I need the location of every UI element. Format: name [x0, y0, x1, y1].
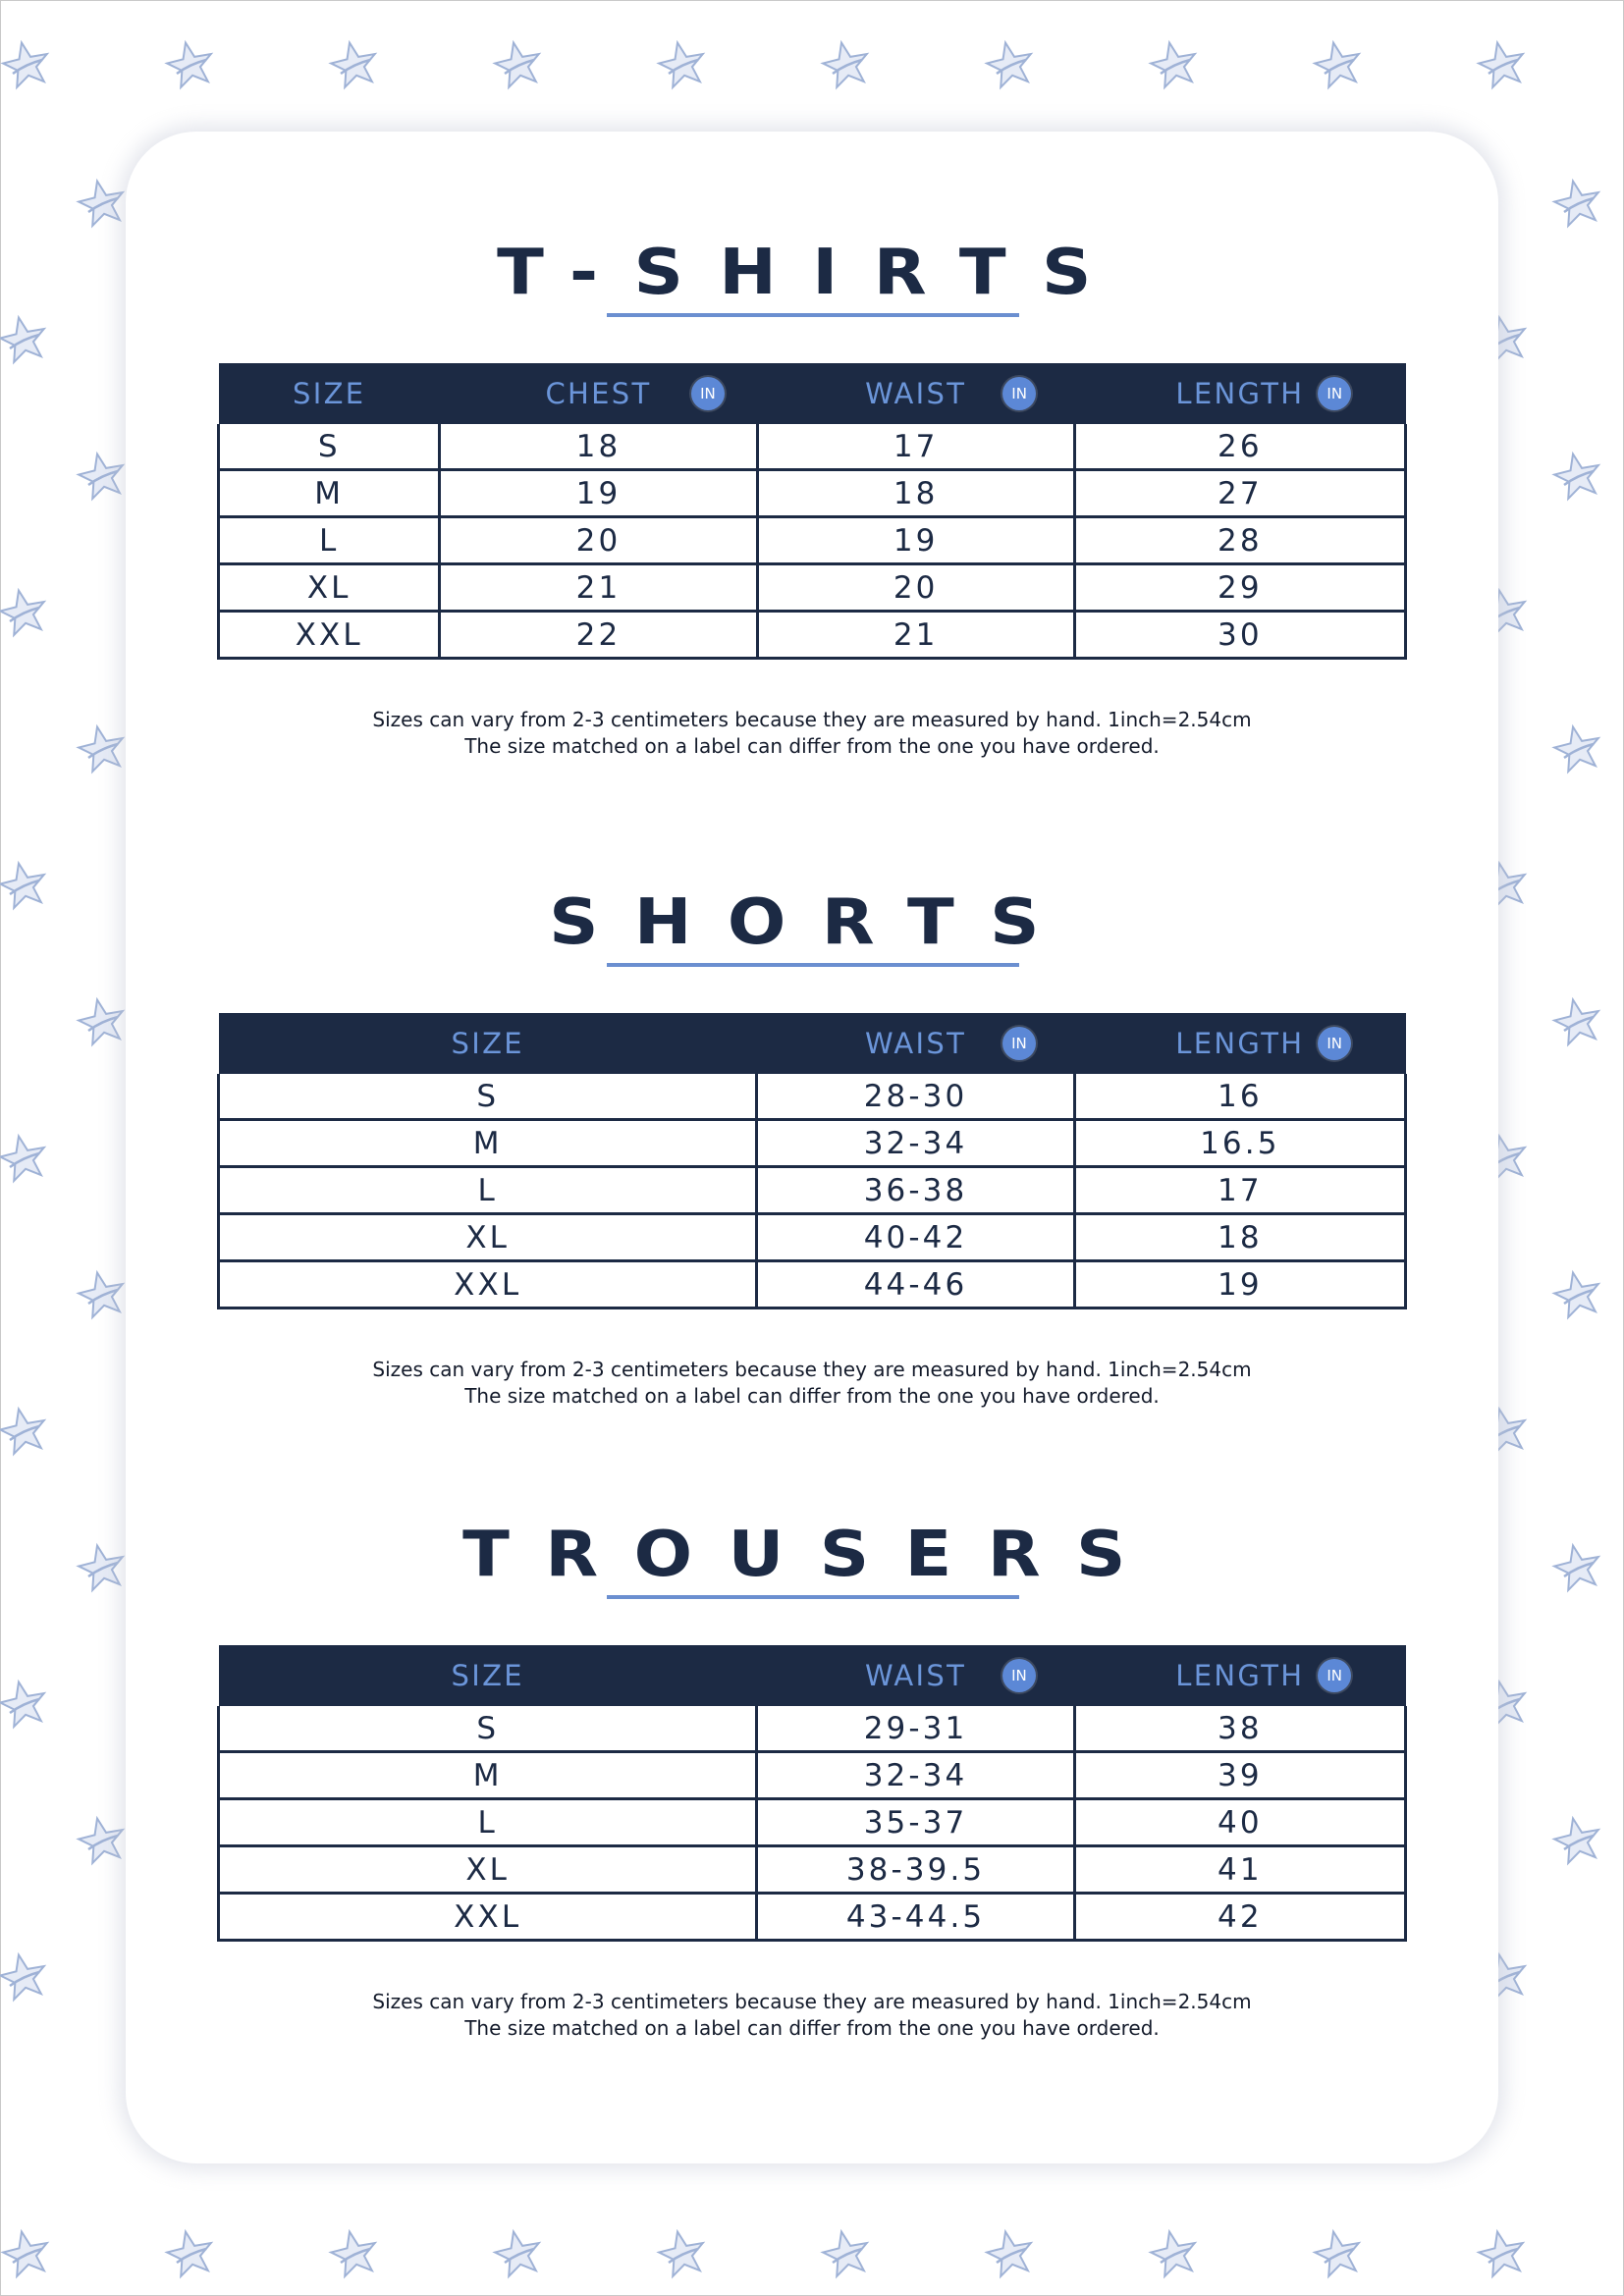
size-header: SIZE [219, 1013, 757, 1074]
star-icon [0, 859, 51, 914]
star-icon [491, 2227, 546, 2282]
size-cell: S [219, 424, 440, 470]
length-cell: 29 [1074, 564, 1405, 612]
length-header: LENGTH IN [1074, 1645, 1405, 1706]
waist-cell: 43-44.5 [757, 1894, 1074, 1941]
length-cell: 16 [1074, 1074, 1405, 1120]
length-header: LENGTH IN [1074, 363, 1405, 424]
table-row [219, 564, 1406, 612]
star-icon [0, 38, 54, 93]
star-icon [1147, 38, 1202, 93]
chest-cell: 21 [440, 564, 757, 612]
star-icon [163, 38, 218, 93]
waist-cell: 17 [757, 424, 1074, 470]
table-row [219, 424, 1406, 470]
star-icon [655, 38, 710, 93]
waist-cell: 32-34 [757, 1752, 1074, 1799]
length-cell: 41 [1074, 1846, 1405, 1894]
label-note: The size matched on a label can differ from the one you have ordered. [464, 2016, 1160, 2040]
size-cell: M [219, 470, 440, 517]
length-cell: 16.5 [1074, 1120, 1405, 1167]
size-cell: M [219, 1752, 757, 1799]
inch-badge-icon: IN [1318, 377, 1351, 410]
trousers-title-underline [607, 1595, 1019, 1599]
chest-cell: 18 [440, 424, 757, 470]
length-cell: 28 [1074, 517, 1405, 564]
star-icon [163, 2227, 218, 2282]
waist-cell: 44-46 [757, 1261, 1074, 1308]
size-cell: M [219, 1120, 757, 1167]
size-cell: S [219, 1074, 757, 1120]
star-icon [1475, 2227, 1530, 2282]
chest-cell: 20 [440, 517, 757, 564]
label-note: The size matched on a label can differ from the one you have ordered. [464, 1384, 1160, 1408]
star-icon [1147, 2227, 1202, 2282]
inch-badge-icon: IN [1002, 377, 1036, 410]
inch-badge-icon: IN [691, 377, 725, 410]
star-icon [983, 38, 1038, 93]
star-icon [819, 2227, 874, 2282]
star-icon [75, 450, 130, 505]
size-cell: L [219, 517, 440, 564]
star-icon [0, 313, 51, 368]
length-cell: 30 [1074, 612, 1405, 659]
waist-cell: 38-39.5 [757, 1846, 1074, 1894]
measurement-note: Sizes can vary from 2-3 centimeters because they are measured by hand. 1inch=2.54cm [372, 708, 1252, 731]
star-icon [1550, 450, 1605, 505]
table-row [219, 1120, 1406, 1167]
table-row [219, 1846, 1406, 1894]
table-header-row [219, 1013, 1406, 1074]
chest-header: CHEST IN [440, 363, 757, 424]
size-cell: XL [219, 1214, 757, 1261]
tshirts-note [126, 707, 1498, 760]
waist-header: WAIST IN [757, 363, 1074, 424]
star-icon [75, 1268, 130, 1323]
star-icon [327, 2227, 382, 2282]
length-cell: 19 [1074, 1261, 1405, 1308]
table-row [219, 1706, 1406, 1752]
waist-cell: 32-34 [757, 1120, 1074, 1167]
star-icon [0, 1132, 51, 1187]
length-cell: 27 [1074, 470, 1405, 517]
waist-cell: 29-31 [757, 1706, 1074, 1752]
inch-badge-icon: IN [1002, 1027, 1036, 1060]
trousers-note [126, 1989, 1498, 2042]
length-cell: 38 [1074, 1706, 1405, 1752]
chest-cell: 22 [440, 612, 757, 659]
waist-cell: 40-42 [757, 1214, 1074, 1261]
length-cell: 42 [1074, 1894, 1405, 1941]
star-icon [0, 1950, 51, 2005]
star-icon [491, 38, 546, 93]
waist-header: WAIST IN [757, 1645, 1074, 1706]
star-icon [983, 2227, 1038, 2282]
waist-cell: 20 [757, 564, 1074, 612]
star-icon [75, 722, 130, 777]
table-row [219, 1261, 1406, 1308]
measurement-note: Sizes can vary from 2-3 centimeters because they are measured by hand. 1inch=2.54cm [372, 1990, 1252, 2013]
star-icon [1550, 1541, 1605, 1596]
shorts-title: SHORTS [549, 884, 1075, 959]
star-icon [819, 38, 874, 93]
label-note: The size matched on a label can differ from the one you have ordered. [464, 734, 1160, 758]
waist-cell: 36-38 [757, 1167, 1074, 1214]
star-icon [1311, 2227, 1366, 2282]
star-icon [0, 2227, 54, 2282]
shorts-title-underline [607, 963, 1019, 967]
chest-cell: 19 [440, 470, 757, 517]
table-row [219, 517, 1406, 564]
length-cell: 40 [1074, 1799, 1405, 1846]
waist-cell: 19 [757, 517, 1074, 564]
shorts-note [126, 1357, 1498, 1410]
size-cell: XXL [219, 1261, 757, 1308]
star-icon [75, 177, 130, 232]
size-cell: L [219, 1167, 757, 1214]
star-icon [1475, 38, 1530, 93]
size-cell: XL [219, 564, 440, 612]
star-icon [75, 995, 130, 1050]
waist-cell: 18 [757, 470, 1074, 517]
length-cell: 39 [1074, 1752, 1405, 1799]
size-cell: XL [219, 1846, 757, 1894]
star-icon [0, 1405, 51, 1460]
trousers-title: TROUSERS [462, 1517, 1162, 1591]
shorts-size-table [217, 1013, 1407, 1309]
size-cell: XXL [219, 612, 440, 659]
waist-cell: 35-37 [757, 1799, 1074, 1846]
star-icon [1311, 38, 1366, 93]
length-cell: 26 [1074, 424, 1405, 470]
star-icon [1550, 1268, 1605, 1323]
star-icon [327, 38, 382, 93]
star-icon [1550, 177, 1605, 232]
table-row [219, 612, 1406, 659]
star-icon [75, 1541, 130, 1596]
waist-cell: 21 [757, 612, 1074, 659]
table-header-row [219, 1645, 1406, 1706]
star-icon [1550, 722, 1605, 777]
inch-badge-icon: IN [1318, 1027, 1351, 1060]
star-icon [1550, 1814, 1605, 1869]
star-icon [1550, 995, 1605, 1050]
size-header: SIZE [219, 1645, 757, 1706]
size-header: SIZE [219, 363, 440, 424]
table-header-row [219, 363, 1406, 424]
size-cell: S [219, 1706, 757, 1752]
waist-cell: 28-30 [757, 1074, 1074, 1120]
table-row [219, 470, 1406, 517]
waist-header: WAIST IN [757, 1013, 1074, 1074]
length-header: LENGTH IN [1074, 1013, 1405, 1074]
table-row [219, 1752, 1406, 1799]
length-cell: 18 [1074, 1214, 1405, 1261]
tshirts-size-table [217, 363, 1407, 660]
length-cell: 17 [1074, 1167, 1405, 1214]
tshirts-title: T-SHIRTS [497, 235, 1127, 309]
star-icon [0, 586, 51, 641]
table-row [219, 1074, 1406, 1120]
star-icon [75, 1814, 130, 1869]
size-cell: L [219, 1799, 757, 1846]
measurement-note: Sizes can vary from 2-3 centimeters because they are measured by hand. 1inch=2.54cm [372, 1358, 1252, 1381]
inch-badge-icon: IN [1002, 1659, 1036, 1692]
table-row [219, 1214, 1406, 1261]
star-icon [655, 2227, 710, 2282]
size-chart-card [126, 132, 1498, 2163]
inch-badge-icon: IN [1318, 1659, 1351, 1692]
star-icon [0, 1678, 51, 1733]
trousers-size-table [217, 1645, 1407, 1942]
table-row [219, 1167, 1406, 1214]
size-cell: XXL [219, 1894, 757, 1941]
table-row [219, 1799, 1406, 1846]
table-row [219, 1894, 1406, 1941]
tshirts-title-underline [607, 313, 1019, 317]
